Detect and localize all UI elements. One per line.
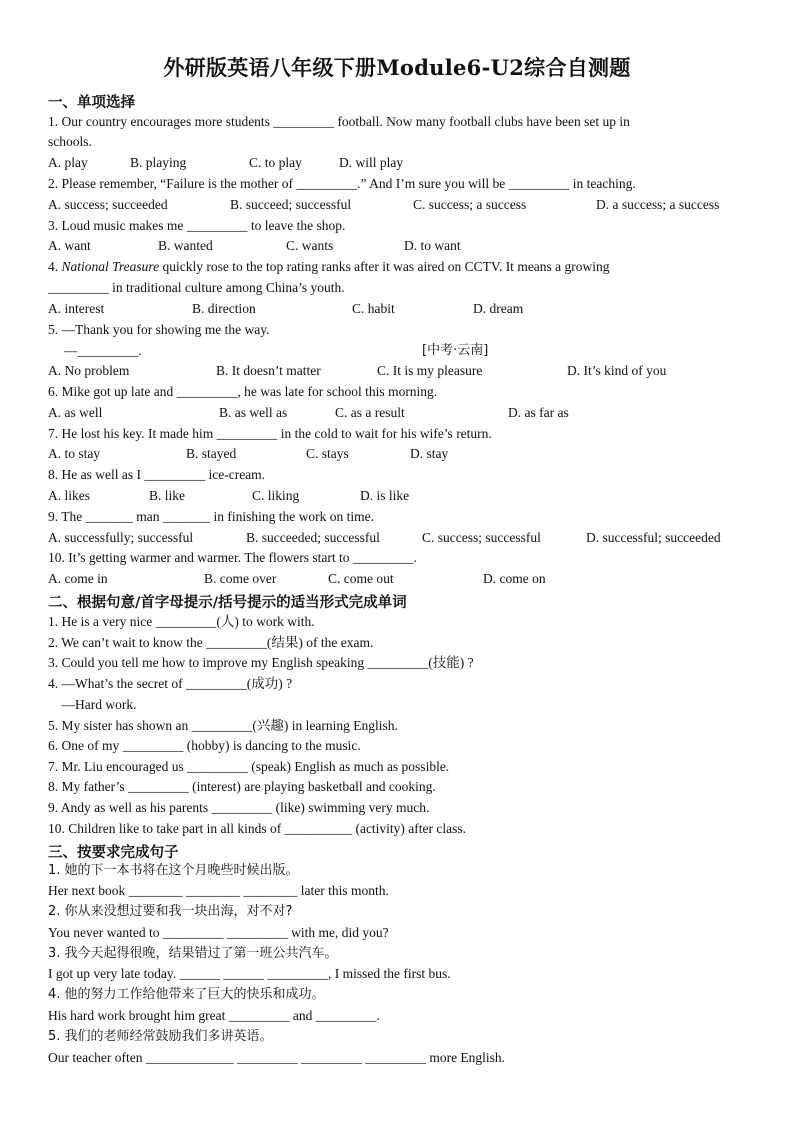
option-b: B. like (149, 488, 185, 503)
fill-item-1: 1. He is a very nice _________(人) to work with. (48, 614, 315, 629)
option-b: B. succeed; successful (230, 197, 352, 212)
translate-answer-3: I got up very late today. ______ ______ _________, I missed the first bus. (48, 966, 451, 981)
translate-prompt-4: 4. 他的努力工作给他带来了巨大的快乐和成功。 (48, 987, 325, 1002)
question-8: 8. He as well as I _________ ice-cream. (48, 467, 266, 482)
option-a: A. want (48, 238, 91, 253)
option-c: C. liking (252, 488, 300, 503)
question-5-line-2: —_________. (64, 343, 142, 358)
option-a: A. play (48, 155, 88, 170)
section-heading-1: 一、单项选择 (48, 95, 135, 111)
fill-item-8: 8. My father’s _________ (interest) are playing basketball and cooking. (48, 779, 436, 794)
fill-item-3: 3. Could you tell me how to improve my English speaking _________(技能) ? (48, 655, 474, 670)
option-c: C. It is my pleasure (377, 363, 483, 378)
option-d: D. will play (339, 155, 404, 170)
question-7: 7. He lost his key. It made him _________ in the cold to wait for his wife’s return. (48, 426, 492, 441)
question-1-line-1: 1. Our country encourages more students _________ football. Now many football clubs have been set up in (48, 114, 630, 129)
option-c: C. stays (306, 446, 349, 461)
question-6: 6. Mike got up late and _________, he was late for school this morning. (48, 384, 438, 399)
option-d: D. stay (410, 446, 449, 461)
option-c: C. as a result (335, 405, 405, 420)
option-a: A. successfully; successful (48, 530, 194, 545)
option-a: A. as well (48, 405, 103, 420)
fill-item-7: 7. Mr. Liu encouraged us _________ (speak) English as much as possible. (48, 759, 450, 774)
question-3: 3. Loud music makes me _________ to leave the shop. (48, 218, 346, 233)
option-d: D. a success; a success (596, 197, 720, 212)
translate-prompt-1: 1. 她的下一本书将在这个月晚些时候出版。 (48, 863, 299, 878)
option-a: A. come in (48, 571, 108, 586)
question-2: 2. Please remember, “Failure is the mother of _________.” And I’m sure you will be _________ in teaching. (48, 176, 636, 191)
option-c: C. wants (286, 238, 334, 253)
option-c: C. success; a success (413, 197, 527, 212)
section-heading-2: 二、根据句意/首字母提示/括号提示的适当形式完成单词 (48, 595, 407, 611)
source-tag: [中考·云南] (422, 343, 489, 358)
option-d: D. It’s kind of you (567, 363, 667, 378)
option-c: C. habit (352, 301, 395, 316)
translate-prompt-3: 3. 我今天起得很晚，结果错过了第一班公共汽车。 (48, 946, 338, 961)
option-d: D. come on (483, 571, 546, 586)
page-title: 外研版英语八年级下册Module6-U2综合自测题 (163, 55, 631, 80)
fill-item-4-answer: —Hard work. (48, 697, 137, 712)
fill-item-9: 9. Andy as well as his parents _________ (like) swimming very much. (48, 800, 430, 815)
option-b: B. stayed (186, 446, 237, 461)
question-10: 10. It’s getting warmer and warmer. The flowers start to _________. (48, 550, 418, 565)
option-a: A. interest (48, 301, 105, 316)
option-c: C. to play (249, 155, 302, 170)
section-heading-3: 三、按要求完成句子 (48, 845, 179, 861)
option-b: B. playing (130, 155, 187, 170)
option-b: B. succeeded; successful (246, 530, 380, 545)
question-5-line-1: 5. —Thank you for showing me the way. (48, 322, 270, 337)
fill-item-6: 6. One of my _________ (hobby) is dancing to the music. (48, 738, 361, 753)
option-b: B. It doesn’t matter (216, 363, 321, 378)
question-1-line-2: schools. (48, 134, 92, 149)
translate-prompt-5: 5. 我们的老师经常鼓励我们多讲英语。 (48, 1029, 273, 1044)
translate-answer-1: Her next book ________ ________ ________ later this month. (48, 883, 389, 898)
option-a: A. success; succeeded (48, 197, 168, 212)
translate-prompt-2: 2. 你从来没想过要和我一块出海，对不对? (48, 904, 293, 919)
italic-title: National Treasure (61, 259, 160, 274)
option-b: B. as well as (219, 405, 288, 420)
question-4-line-2: _________ in traditional culture among China’s youth. (48, 280, 345, 295)
option-b: B. wanted (158, 238, 213, 253)
fill-item-4: 4. —What’s the secret of _________(成功) ? (48, 676, 293, 691)
translate-answer-5: Our teacher often _____________ _________ _________ _________ more English. (48, 1050, 506, 1065)
fill-item-10: 10. Children like to take part in all kinds of __________ (activity) after class. (48, 821, 467, 836)
option-c: C. come out (328, 571, 394, 586)
question-4-line-1: 4. National Treasure quickly rose to the top rating ranks after it was aired on CCTV. It means a growing (48, 259, 610, 274)
option-a: A. to stay (48, 446, 101, 461)
option-b: B. come over (204, 571, 277, 586)
fill-item-5: 5. My sister has shown an _________(兴趣) in learning English. (48, 718, 398, 733)
translate-answer-2: You never wanted to _________ _________ with me, did you? (48, 925, 389, 940)
option-d: D. as far as (508, 405, 569, 420)
option-d: D. dream (473, 301, 524, 316)
option-d: D. is like (360, 488, 410, 503)
question-9: 9. The _______ man _______ in finishing the work on time. (48, 509, 374, 524)
option-b: B. direction (192, 301, 256, 316)
translate-answer-4: His hard work brought him great _________ and _________. (48, 1008, 380, 1023)
fill-item-2: 2. We can’t wait to know the _________(结果) of the exam. (48, 635, 374, 650)
option-a: A. No problem (48, 363, 130, 378)
option-d: D. successful; succeeded (586, 530, 721, 545)
option-a: A. likes (48, 488, 90, 503)
option-c: C. success; successful (422, 530, 541, 545)
option-d: D. to want (404, 238, 461, 253)
